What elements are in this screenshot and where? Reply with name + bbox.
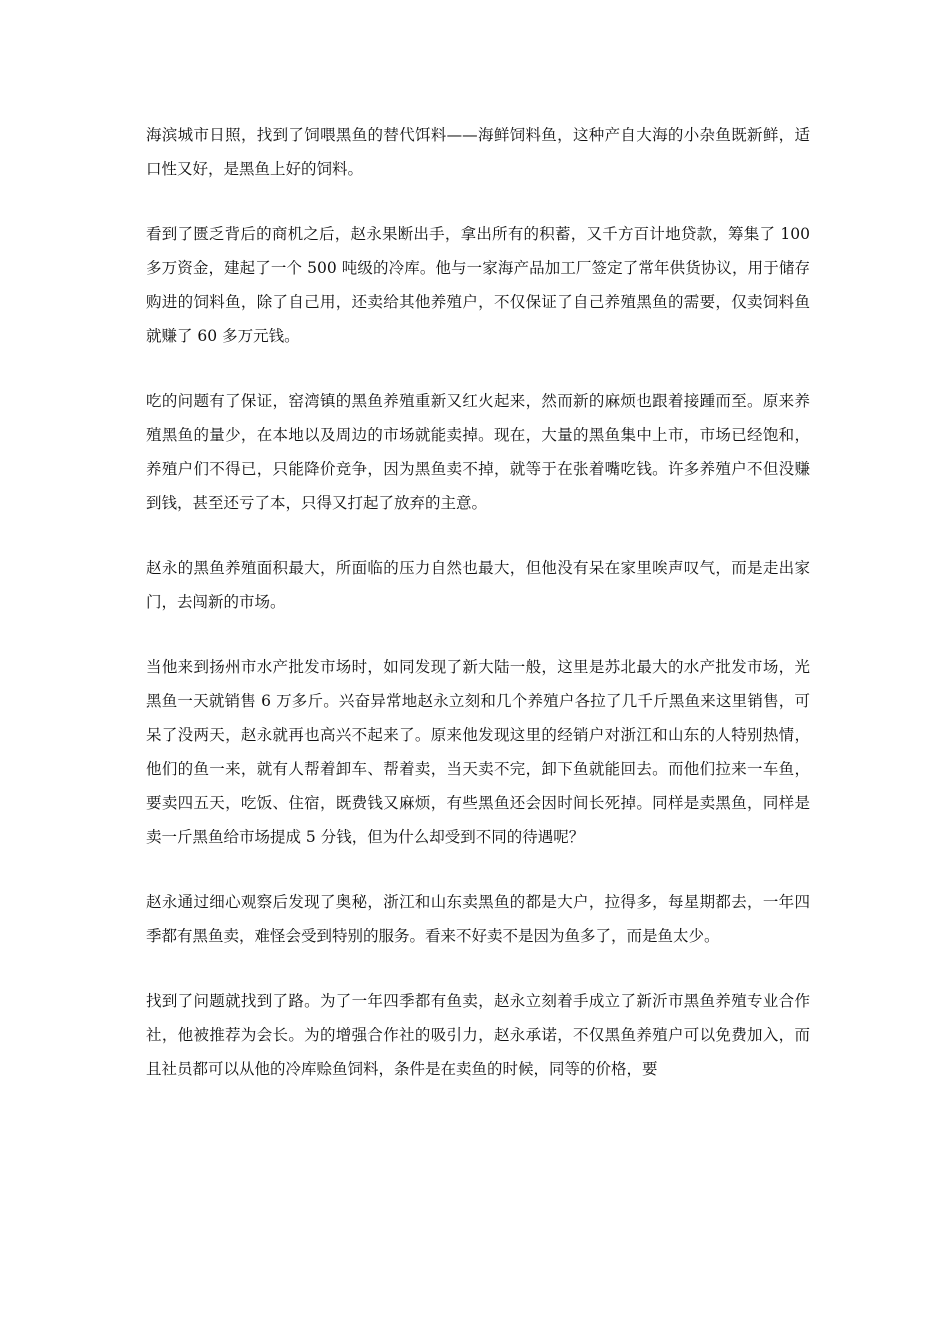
paragraph-6: 赵永通过细心观察后发现了奥秘，浙江和山东卖黑鱼的都是大户，拉得多，每星期都去，一年四季都有黑鱼卖，难怪会受到特别的服务。看来不好卖不是因为鱼多了，而是鱼太少。 xyxy=(146,893,810,945)
paragraph-3: 吃的问题有了保证，窑湾镇的黑鱼养殖重新又红火起来，然而新的麻烦也跟着接踵而至。原来养殖黑鱼的量少，在本地以及周边的市场就能卖掉。现在，大量的黑鱼集中上市，市场已经饱和，养殖户们不得已，只能降价竞争，因为黑鱼卖不掉，就等于在张着嘴吃钱。许多养殖户不但没赚到钱，甚至还亏了本，只得又打起了放弃的主意。 xyxy=(146,392,810,512)
paragraph-2: 看到了匮乏背后的商机之后，赵永果断出手，拿出所有的积蓄，又千方百计地贷款，筹集了 100 多万资金，建起了一个 500 吨级的冷库。他与一家海产品加工厂签定了常年供货协议，用于储存购进的饲料鱼，除了自己用，还卖给其他养殖户，不仅保证了自己养殖黑鱼的需要，仅卖饲料鱼就赚了 60 多万元钱。 xyxy=(146,225,810,345)
paragraph-1: 海滨城市日照，找到了饲喂黑鱼的替代饵料——海鲜饲料鱼，这种产自大海的小杂鱼既新鲜，适口性又好，是黑鱼上好的饲料。 xyxy=(146,126,810,178)
paragraph-4: 赵永的黑鱼养殖面积最大，所面临的压力自然也最大，但他没有呆在家里唉声叹气，而是走出家门，去闯新的市场。 xyxy=(146,559,810,611)
paragraph-7: 找到了问题就找到了路。为了一年四季都有鱼卖，赵永立刻着手成立了新沂市黑鱼养殖专业合作社，他被推荐为会长。为的增强合作社的吸引力，赵永承诺，不仅黑鱼养殖户可以免费加入，而且社员都可以从他的冷库赊鱼饲料，条件是在卖鱼的时候，同等的价格，要 xyxy=(146,992,810,1078)
article-body xyxy=(146,118,810,1117)
paragraph-5: 当他来到扬州市水产批发市场时，如同发现了新大陆一般，这里是苏北最大的水产批发市场，光黑鱼一天就销售 6 万多斤。兴奋异常地赵永立刻和几个养殖户各拉了几千斤黑鱼来这里销售，可呆了没两天，赵永就再也高兴不起来了。原来他发现这里的经销户对浙江和山东的人特别热情，他们的鱼一来，就有人帮着卸车、帮着卖，当天卖不完，卸下鱼就能回去。而他们拉来一车鱼，要卖四五天，吃饭、住宿，既费钱又麻烦，有些黑鱼还会因时间长死掉。同样是卖黑鱼，同样是卖一斤黑鱼给市场提成 5 分钱，但为什么却受到不同的待遇呢？ xyxy=(146,658,810,846)
